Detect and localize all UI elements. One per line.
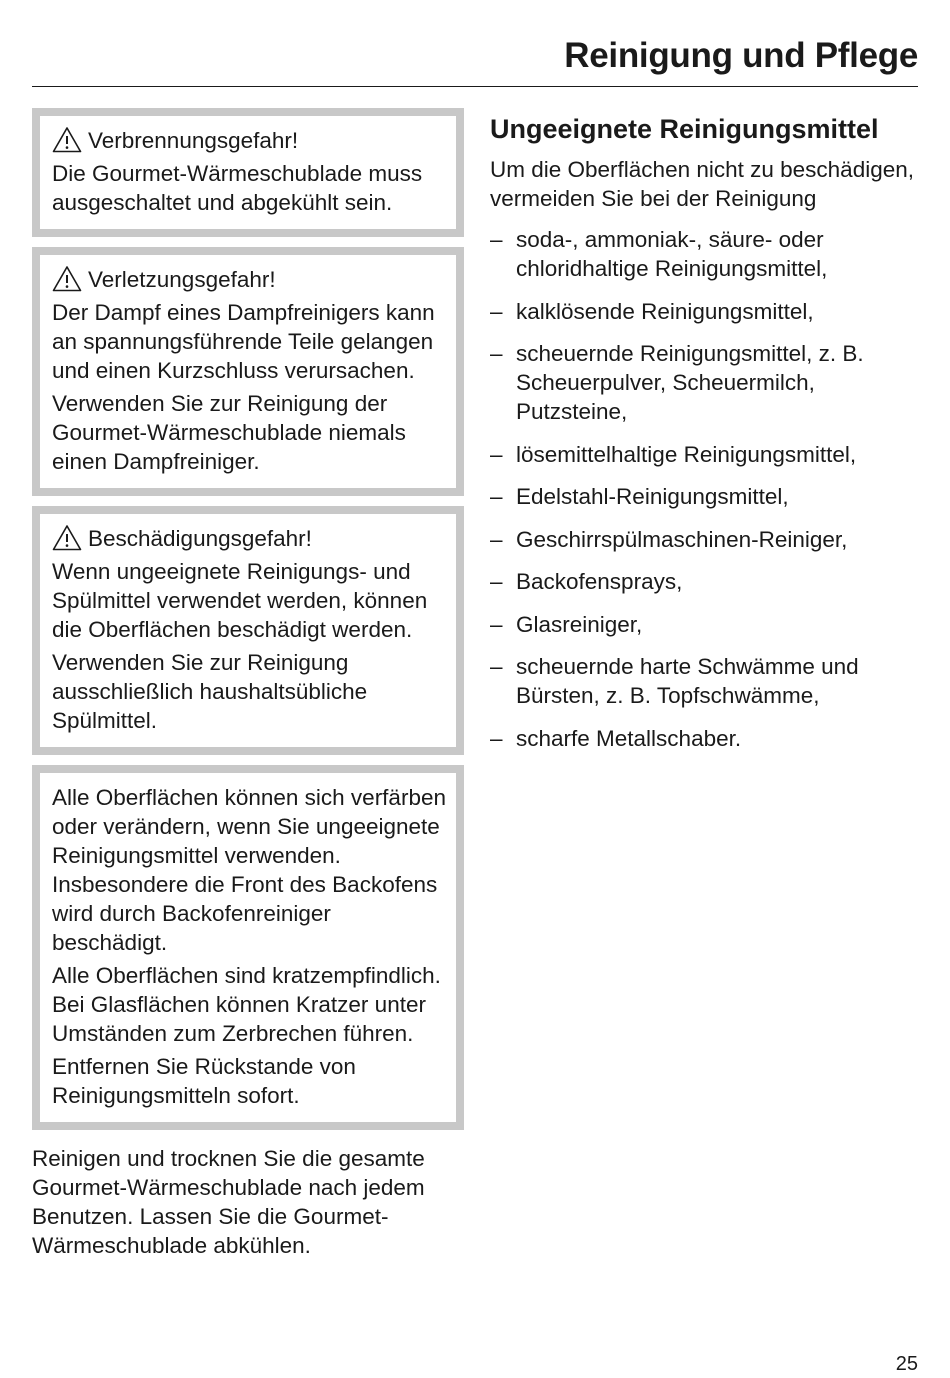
warning-paragraph: Die Gourmet-Wärmeschublade muss ausgeschaltet und abgekühlt sein. [52,161,423,215]
list-item-text: scharfe Metallschaber. [516,725,742,751]
warning-heading [52,524,446,553]
list-item [490,610,920,639]
warning-paragraph: Verwenden Sie zur Reinigung der Gourmet-Wärmeschublade niemals einen Dampfreiniger. [52,391,406,474]
warning-heading-text: Beschädigungsgefahr! [88,526,312,551]
list-item [490,567,920,596]
unsuitable-cleaners-list [490,225,920,753]
warning-heading [52,265,446,294]
burn-warning-box [32,108,464,237]
list-item-text: scheuernde harte Schwämme und Bürsten, z. B. Topfschwämme, [516,654,859,708]
left-column [32,108,464,1260]
list-item-text: soda-, ammoniak-, säure- oder chloridhaltige Reinigungsmittel, [516,227,828,281]
bullet-dash: – [490,441,503,467]
list-item-text: Geschirrspülmaschinen-Reiniger, [516,526,848,552]
list-item-text: scheuernde Reinigungsmittel, z. B. Scheuerpulver, Scheuermilch, Putzsteine, [516,341,864,424]
warning-heading [52,126,446,155]
list-item [490,482,920,511]
warning-paragraph: Verwenden Sie zur Reinigung ausschließlich haushaltsübliche Spülmittel. [52,650,368,733]
warning-triangle-icon [52,126,88,155]
closing-paragraph: Reinigen und trocknen Sie die gesamte Gourmet-Wärmeschublade nach jedem Benutzen. Lassen Sie die Gourmet-Wärmeschublade abkühlen. [32,1146,425,1258]
surface-note-box [32,765,464,1130]
bullet-dash: – [490,654,503,679]
page-title: Reinigung und Pflege [564,36,918,75]
note-paragraph: Alle Oberflächen können sich verfärben oder verändern, wenn Sie ungeeignete Reinigungsmittel verwenden. Insbesondere die Front des Backofens wird durch Backofenreiniger beschädigt. [52,785,446,955]
list-item [490,339,920,426]
bullet-dash: – [490,341,503,366]
list-item [490,652,920,710]
section-intro: Um die Oberflächen nicht zu beschädigen, vermeiden Sie bei der Reinigung [490,157,914,211]
warning-triangle-icon [52,265,88,294]
list-item [490,225,920,283]
bullet-dash: – [490,227,503,252]
damage-warning-box [32,506,464,755]
warning-heading-text: Verbrennungsgefahr! [88,128,299,153]
list-item-text: Backofensprays, [516,569,683,594]
bullet-dash: – [490,569,503,594]
list-item [490,525,920,554]
warning-paragraph: Wenn ungeeignete Reinigungs- und Spülmittel verwendet werden, können die Oberflächen beschädigt werden. [52,559,428,642]
list-item [490,724,920,753]
bullet-dash: – [490,611,503,637]
list-item-text: Glasreiniger, [516,611,643,637]
bullet-dash: – [490,298,503,324]
section-heading: Ungeeignete Reinigungsmittel [490,114,879,144]
list-item [490,297,920,326]
page-number: 25 [895,1353,918,1375]
title-divider [32,86,918,87]
warning-heading-text: Verletzungsgefahr! [88,267,276,292]
list-item-text: Edelstahl-Reinigungsmittel, [516,484,789,509]
list-item [490,440,920,469]
list-item-text: kalklösende Reinigungsmittel, [516,298,814,324]
note-paragraph: Entfernen Sie Rückstande von Reinigungsmitteln sofort. [52,1054,356,1108]
warning-triangle-icon [52,524,88,553]
bullet-dash: – [490,484,503,509]
right-column [490,108,920,766]
warning-paragraph: Der Dampf eines Dampfreinigers kann an spannungsführende Teile gelangen und einen Kurzschluss verursachen. [52,300,435,383]
bullet-dash: – [490,526,503,552]
bullet-dash: – [490,725,503,751]
note-paragraph: Alle Oberflächen sind kratzempfindlich. Bei Glasflächen können Kratzer unter Umständen zum Zerbrechen führen. [52,963,441,1046]
injury-warning-box [32,247,464,496]
list-item-text: lösemittelhaltige Reinigungsmittel, [516,441,857,467]
